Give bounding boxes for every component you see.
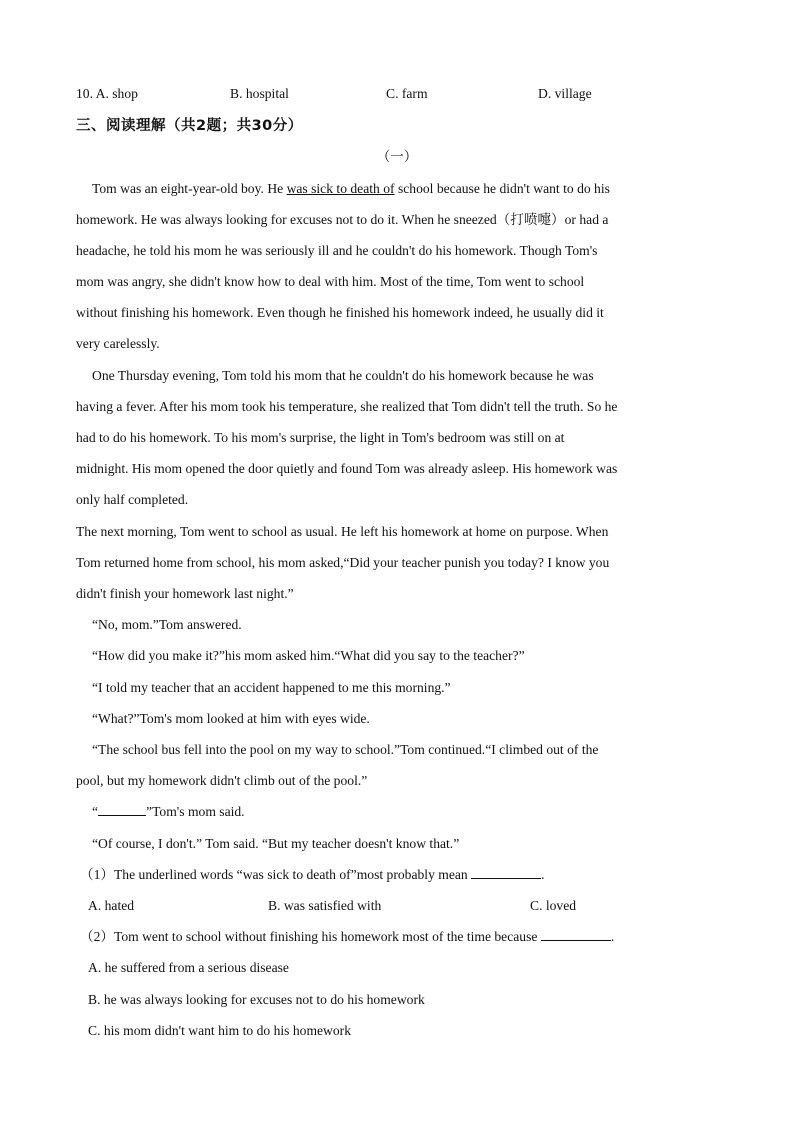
answer-blank[interactable] (471, 866, 541, 879)
q1-option-c: C. loved (530, 898, 577, 913)
q10-option-a: 10. A. shop (76, 86, 138, 101)
q10-option-c: C. farm (386, 86, 428, 101)
passage-line: One Thursday evening, Tom told his mom that he couldn't do his homework because he was (92, 368, 594, 383)
passage-line: very carelessly. (76, 336, 160, 351)
dialog-line: “No, mom.”Tom answered. (92, 617, 242, 632)
section-title: 三、阅读理解（共2题；共30分） (76, 118, 303, 134)
question-1-stem: （1）The underlined words “was sick to death of”most probably mean . (80, 867, 545, 882)
dialog-line: “The school bus fell into the pool on my way to school.”Tom continued.“I climbed out of the (92, 742, 599, 757)
passage-line: midnight. His mom opened the door quietly and found Tom was already asleep. His homework was (76, 461, 618, 476)
answer-blank[interactable] (541, 928, 611, 941)
dialog-line: pool, but my homework didn't climb out of the pool.” (76, 773, 368, 788)
dialog-line: “Of course, I don't.” Tom said. “But my teacher doesn't know that.” (92, 836, 460, 851)
dialog-line: “ ”Tom's mom said. (92, 804, 245, 819)
passage-line: Tom was an eight-year-old boy. He was sick to death of school because he didn't want to do his (92, 181, 610, 196)
q10-option-b: B. hospital (230, 86, 289, 101)
underlined-phrase: was sick to death of (286, 181, 395, 196)
q1-option-b: B. was satisfied with (268, 898, 382, 913)
passage-line: homework. He was always looking for excuses not to do it. When he sneezed（打喷嚏）or had a (76, 212, 609, 227)
passage-line: having a fever. After his mom took his temperature, she realized that Tom didn't tell the truth. So he (76, 399, 618, 414)
passage-line: The next morning, Tom went to school as usual. He left his homework at home on purpose. When (76, 524, 609, 539)
passage-line: had to do his homework. To his mom's surprise, the light in Tom's bedroom was still on at (76, 430, 565, 445)
passage-number: （一） (376, 149, 418, 164)
q10-option-d: D. village (538, 86, 592, 101)
passage-line: didn't finish your homework last night.” (76, 586, 294, 601)
passage-line: headache, he told his mom he was seriously ill and he couldn't do his homework. Though Tom's (76, 243, 598, 258)
dialog-line: “I told my teacher that an accident happened to me this morning.” (92, 680, 451, 695)
fill-blank[interactable] (98, 803, 146, 816)
q2-option-c: C. his mom didn't want him to do his homework (88, 1023, 351, 1038)
dialog-line: “How did you make it?”his mom asked him.“What did you say to the teacher?” (92, 648, 525, 663)
passage-line: only half completed. (76, 492, 189, 507)
question-2-stem: （2）Tom went to school without finishing his homework most of the time because . (80, 929, 615, 944)
passage-line: Tom returned home from school, his mom asked,“Did your teacher punish you today? I know you (76, 555, 610, 570)
q2-option-a: A. he suffered from a serious disease (88, 960, 289, 975)
passage-line: without finishing his homework. Even though he finished his homework indeed, he usually did it (76, 305, 604, 320)
dialog-line: “What?”Tom's mom looked at him with eyes wide. (92, 711, 370, 726)
q2-option-b: B. he was always looking for excuses not to do his homework (88, 992, 425, 1007)
q1-option-a: A. hated (88, 898, 135, 913)
passage-line: mom was angry, she didn't know how to deal with him. Most of the time, Tom went to school (76, 274, 585, 289)
